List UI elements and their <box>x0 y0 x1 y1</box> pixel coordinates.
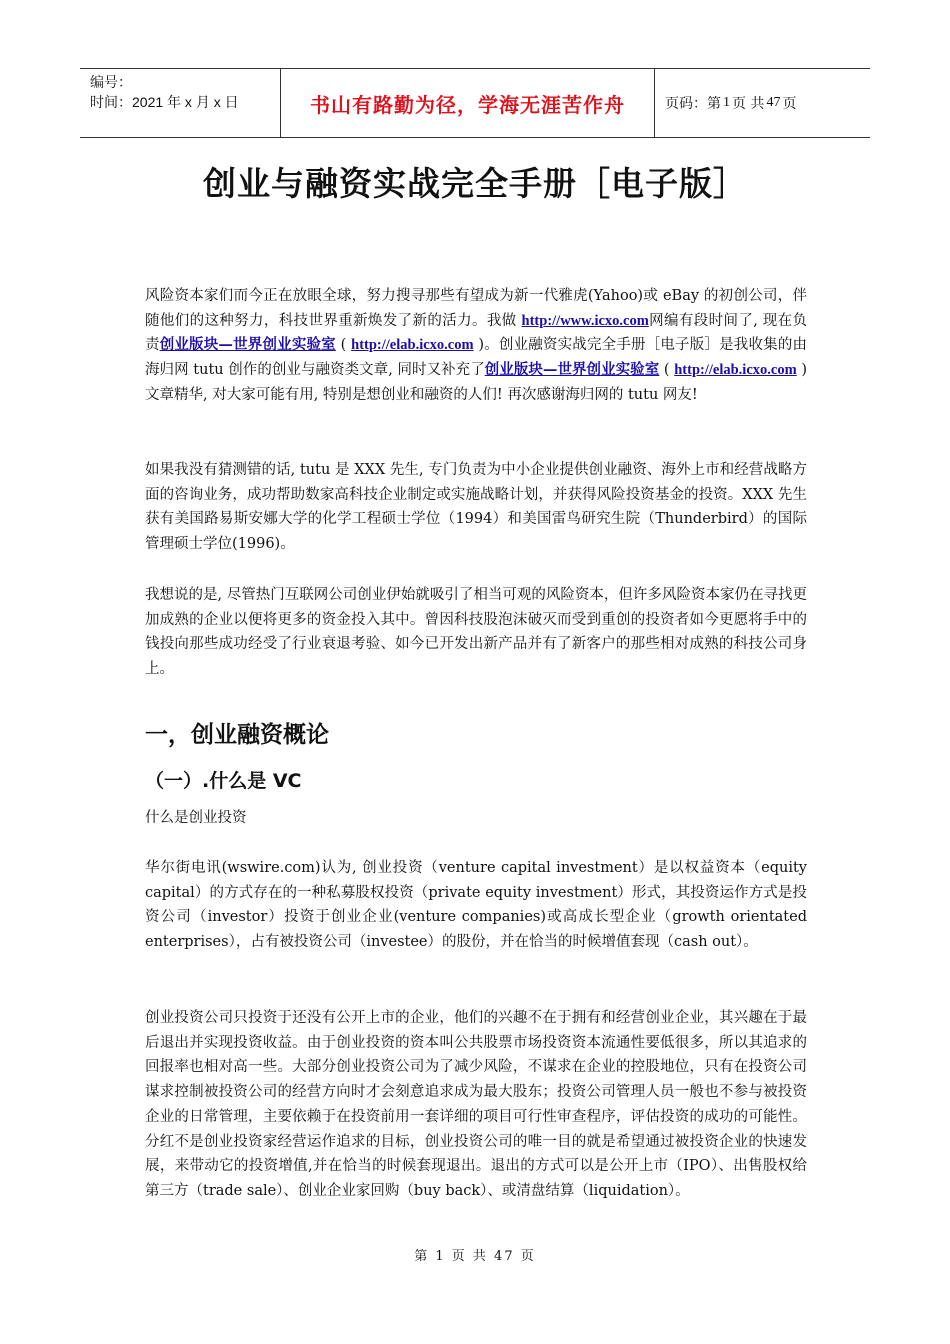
page-footer: 第 1 页 共 47 页 <box>414 1249 536 1264</box>
paragraph-intro <box>145 284 807 408</box>
page-header <box>80 68 870 138</box>
header-motto: 书山有路勤为径，学海无涯苦作舟 <box>280 69 655 137</box>
paragraph-vc-trend: 我想说的是, 尽管热门互联网公司创业伊始就吸引了相当可观的风险资本，但许多风险资本家仍在寻找更加成熟的企业以便将更多的资金投入其中。曾因科技股泡沫破灭而受到重创的投资者如今更愿将手中的钱投向那些成功经受了行业衰退考验、如今已开发出新产品并有了新客户的那些相对成熟的科技公司身上。 <box>145 587 807 678</box>
link-elab-2[interactable]: http://elab.icxo.com <box>674 362 797 379</box>
page-suffix: 页 <box>782 96 797 112</box>
time-label: 时间：2021 年 x 月 x 日 <box>90 94 239 110</box>
page-number: 1 <box>723 95 730 110</box>
intro-text-6: )文章精华, 对大家可能有用, 特别是想创业和融资的人们! 再次感谢海归网的 tutu 网友! <box>145 362 807 403</box>
subsection-heading-1-1: （一）.什么是 VC <box>145 770 302 792</box>
intro-text-5: ( <box>659 362 675 379</box>
paragraph-vc-operation: 创业投资公司只投资于还没有公开上市的企业，他们的兴趣不在于拥有和经营创业企业，其兴趣在于最后退出并实现投资收益。由于创业投资的资本叫公共股票市场投资资本流通性要低很多，所以其追求的回报率也相对高一些。大部分创业投资公司为了减少风险，不谋求在企业的控股地位，只有在投资公司谋求控制被投资公司的经营方向时才会刻意追求成为最大股东；投资公司管理人员一般也不参与被投资企业的日常管理，主要依赖于在投资前用一套详细的项目可行性审查程序，评估投资的成功的可能性。分红不是创业投资家经营运作追求的目标，创业投资公司的唯一目的就是希望通过被投资企业的快速发展，来带动它的投资增值,并在恰当的时候套现退出。退出的方式可以是公开上市（IPO）、出售股权给第三方（trade sale）、创业企业家回购（buy back）、或清盘结算（liquidation）。 <box>145 1010 807 1199</box>
paragraph-vc-definition: 华尔街电讯(wswire.com)认为, 创业投资（venture capital investment）是以权益资本（equity capital）的方式存在的一种私募股权投资（private equity investment）形式，其投资运作方式是投资公司（investor）投资于创业企业(venture companies)或高成长型企业（growth orientated enterprises），占有被投资公司（investee）的股份，并在恰当的时候增值套现（cash out）。 <box>145 860 807 951</box>
serial-label: 编号： <box>90 74 132 90</box>
header-meta <box>80 69 280 137</box>
header-page-info <box>655 69 870 137</box>
intro-text-1: 风险资本家们而今正在放眼全球，努力搜寻那些有望成为新一代雅虎(Yahoo)或 eBay 的初创公司，伴随他们的这种努力，科技世界重新焕发了新的活力。我做 <box>145 288 807 329</box>
intro-text-4: )。创业融资实战完全手册［电子版］是我收集的由海归网 tutu 创作的创业与融资类文章, 同时又补充了 <box>145 337 808 379</box>
page-prefix: 页码：第 <box>665 96 721 112</box>
document-title: 创业与融资实战完全手册［电子版］ <box>203 164 747 203</box>
page-total: 47 <box>766 95 781 110</box>
link-elab-section-2[interactable]: 创业版块—世界创业实验室 <box>484 361 660 379</box>
page-mid: 页 共 <box>732 96 765 112</box>
paragraph-what-is-vc: 什么是创业投资 <box>145 810 247 826</box>
section-heading-1: 一，创业融资概论 <box>145 722 329 748</box>
intro-text-3: ( <box>335 337 352 354</box>
intro-text-2: 网编有段时间了, 现在负责 <box>145 312 808 354</box>
link-icxo[interactable]: http://www.icxo.com <box>521 312 649 329</box>
paragraph-author: 如果我没有猜测错的话, tutu 是 XXX 先生, 专门负责为中小企业提供创业融资、海外上市和经营战略方面的咨询业务，成功帮助数家高科技企业制定或实施战略计划，并获得风险投资基金的投资。XXX 先生获有美国路易斯安娜大学的化学工程硕士学位（1994）和美国雷鸟研究生院（Thunderbird）的国际管理硕士学位(1996)。 <box>145 462 807 553</box>
link-elab-section[interactable]: 创业版块—世界创业实验室 <box>159 336 336 354</box>
link-elab-1[interactable]: http://elab.icxo.com <box>351 337 474 354</box>
